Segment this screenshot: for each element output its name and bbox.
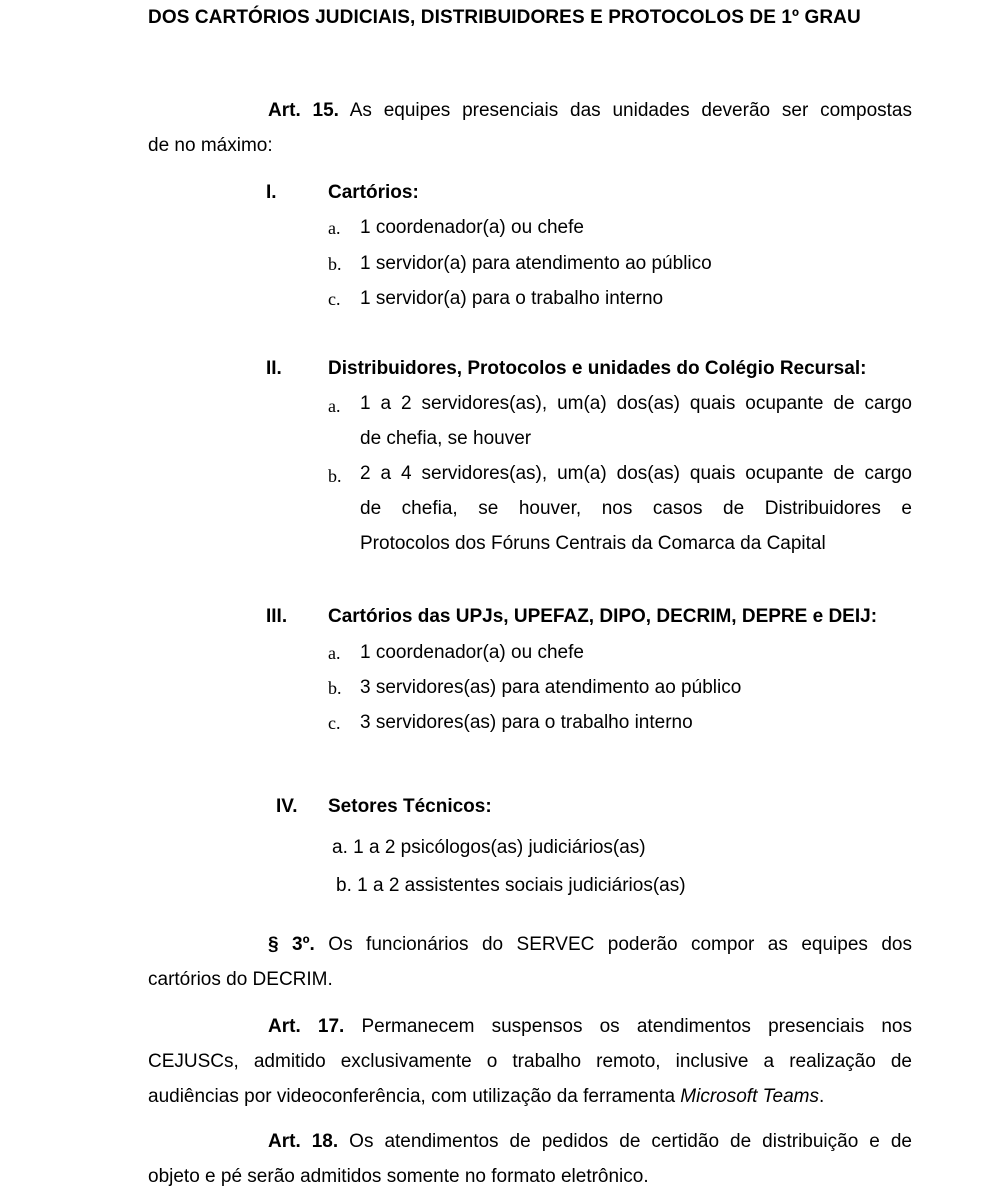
section-1-numeral: I. — [266, 182, 277, 203]
art-17-label: Art. 17. — [268, 1016, 345, 1037]
microsoft-teams-text: Microsoft Teams — [680, 1086, 819, 1107]
section-4-title: Setores Técnicos: — [328, 796, 492, 817]
section-3-item-a-letter: a. — [328, 643, 341, 663]
section-2-numeral: II. — [266, 358, 282, 379]
section-3-item-c: 3 servidores(as) para o trabalho interno — [360, 712, 693, 733]
art-17-paragraph — [148, 1009, 912, 1114]
section-1-item-a: 1 coordenador(a) ou chefe — [360, 217, 584, 238]
section-2-item-b — [360, 456, 912, 561]
art-18-paragraph — [148, 1124, 912, 1194]
section-4-item-b: b. 1 a 2 assistentes sociais judiciários(as) — [336, 875, 686, 896]
art-17-text-line3 — [148, 1079, 912, 1114]
section-3-item-b-letter: b. — [328, 678, 342, 698]
paragraph-3 — [148, 927, 912, 997]
paragraph-3-text-line1: Os funcionários do SERVEC poderão compor as equipes dos — [328, 934, 912, 955]
section-1-item-b: 1 servidor(a) para atendimento ao público — [360, 253, 712, 274]
section-4-numeral: IV. — [276, 796, 298, 817]
section-1-item-c-letter: c. — [328, 289, 341, 309]
art-17-text-line3-post: . — [818, 1086, 825, 1107]
section-2-item-b-line1: 2 a 4 servidores(as), um(a) dos(as) quais ocupante de cargo — [360, 463, 912, 484]
section-3-title: Cartórios das UPJs, UPEFAZ, DIPO, DECRIM, DEPRE e DEIJ: — [328, 606, 878, 627]
art-17-text-line3-pre: audiências por videoconferência, com utilização da ferramenta — [148, 1086, 681, 1107]
section-2-item-b-line3: Protocolos dos Fóruns Centrais da Comarca da Capital — [360, 533, 826, 554]
section-2-item-b-letter: b. — [328, 466, 342, 486]
section-3-item-a: 1 coordenador(a) ou chefe — [360, 642, 584, 663]
art-18-text-line2: objeto e pé serão admitidos somente no formato eletrônico. — [148, 1166, 649, 1187]
section-2-item-b-line2: de chefia, se houver, nos casos de Distribuidores e — [360, 498, 912, 519]
section-4-item-a: a. 1 a 2 psicólogos(as) judiciários(as) — [332, 837, 646, 858]
section-3-numeral: III. — [266, 606, 288, 627]
section-2-item-a-line1: 1 a 2 servidores(as), um(a) dos(as) quais ocupante de cargo — [360, 393, 912, 414]
section-3-item-b: 3 servidores(as) para atendimento ao público — [360, 677, 742, 698]
art-15-text-line2: de no máximo: — [148, 135, 273, 156]
art-18-text-line1: Os atendimentos de pedidos de certidão de distribuição e de — [349, 1131, 912, 1152]
art-15-label: Art. 15. — [268, 100, 339, 121]
art-18-label: Art. 18. — [268, 1131, 339, 1152]
section-1-item-b-letter: b. — [328, 254, 342, 274]
section-2-item-a-letter: a. — [328, 396, 341, 416]
art-15-text-line1: As equipes presenciais das unidades deverão ser compostas — [349, 100, 912, 121]
section-heading: DOS CARTÓRIOS JUDICIAIS, DISTRIBUIDORES E PROTOCOLOS DE 1º GRAU — [148, 7, 861, 28]
section-2-title: Distribuidores, Protocolos e unidades do Colégio Recursal: — [328, 358, 867, 379]
paragraph-3-label: § 3º. — [268, 934, 315, 955]
art-15-paragraph — [148, 93, 912, 163]
section-1-item-a-letter: a. — [328, 218, 341, 238]
paragraph-3-text-line2: cartórios do DECRIM. — [148, 969, 333, 990]
section-2-item-a-line2: de chefia, se houver — [360, 428, 532, 449]
art-17-text-line1: Permanecem suspensos os atendimentos presenciais nos — [361, 1016, 912, 1037]
section-1-item-c: 1 servidor(a) para o trabalho interno — [360, 288, 664, 309]
section-3-item-c-letter: c. — [328, 713, 341, 733]
section-2-item-a — [360, 386, 912, 456]
section-1-title: Cartórios: — [328, 182, 419, 203]
art-17-text-line2: CEJUSCs, admitido exclusivamente o trabalho remoto, inclusive a realização de — [148, 1051, 912, 1072]
